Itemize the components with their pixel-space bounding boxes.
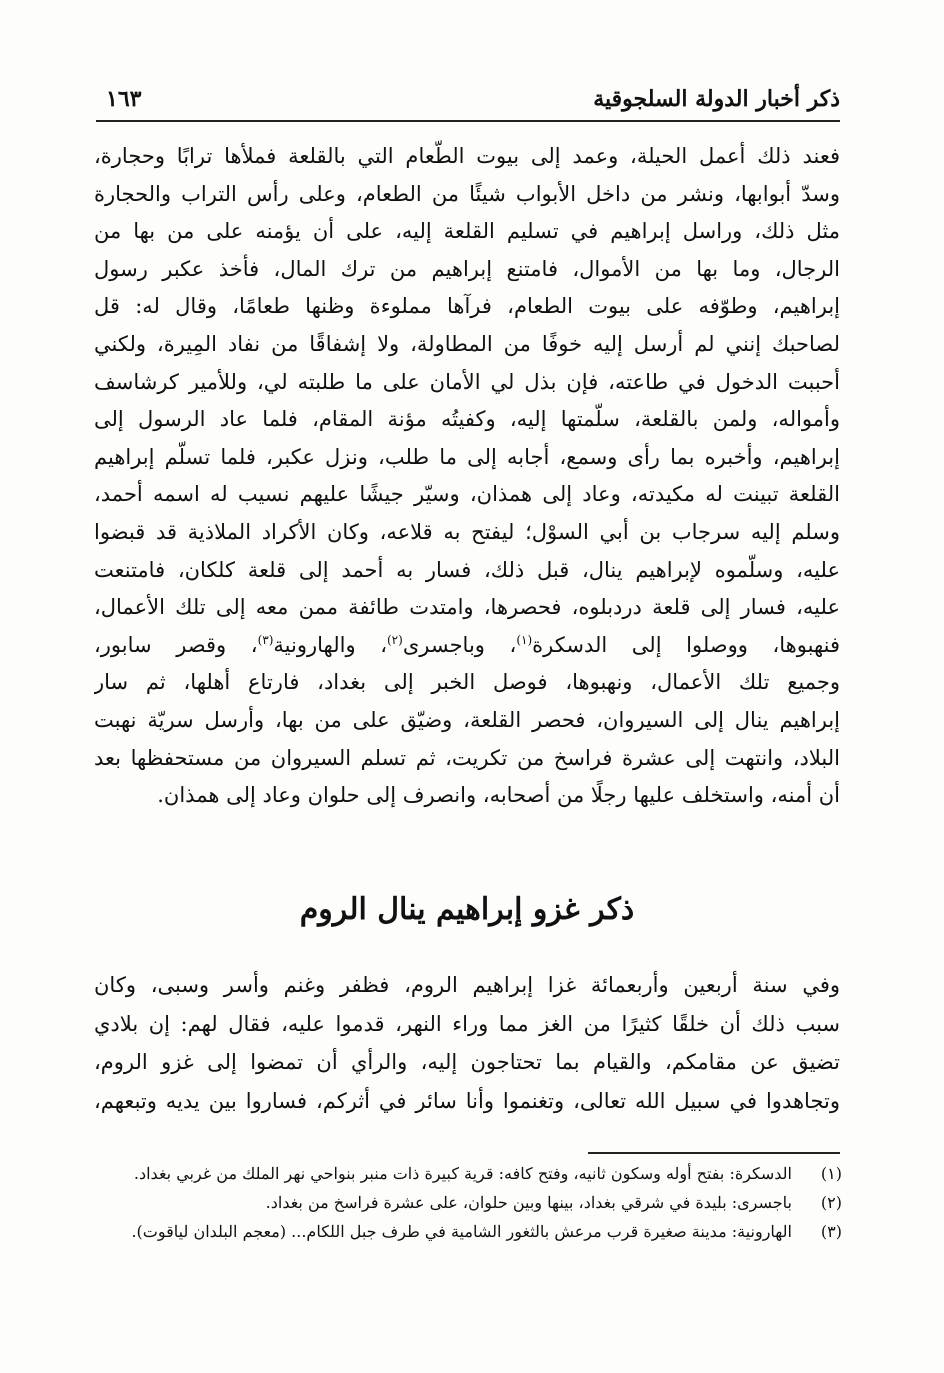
footnote-text: باجسرى: بليدة في شرقي بغداد، بينها وبين حلوان، على عشرة فراسخ من بغداد. [265,1193,792,1212]
text-line: إبراهيم، وأخبره بما رأى وسمع، أجابه إلى ما طلب، ونزل عكبر، فلما تسلّم إبراهيم [94,444,840,469]
text-line: مثل ذلك، وراسل إبراهيم في تسليم القلعة إليه، على أن يؤمنه على من بها من [94,219,840,244]
text-line: أن أمنه، واستخلف عليها رجلًا من أصحابه، وانصرف إلى حلوان وعاد إلى همذان. [157,783,840,808]
text-line: فعند ذلك أعمل الحيلة، وعمد إلى بيوت الطّعام التي بالقلعة فملأها ترابًا وحجارة، [94,144,840,168]
text-line: وتجاهدوا في سبيل الله تعالى، وتغنموا وأنا سائر في أثركم، فساروا بين يديه وتبعهم، [94,1088,840,1113]
main-text [94,138,840,815]
footnote-number: (٣) [820,1222,842,1241]
section-title: ذكر غزو إبراهيم ينال الروم [299,892,635,927]
section-text [94,966,840,1120]
footnote-text: الهارونية: مدينة صغيرة قرب مرعش بالثغور الشامية في طرف جبل اللكام... (معجم البلدان لياقوت). [131,1222,792,1241]
line-part: ، وباجسرى [402,632,517,657]
text-line: وسلم إليه سرجاب بن أبي السوْل؛ ليفتح به قلاعه، وكان الأكراد الملاذية قد قبضوا [94,519,840,544]
text-line: وفي سنة أربعين وأربعمائة غزا إبراهيم الروم، فظفر وغنم وأسر وسبى، وكان [94,973,840,997]
text-line: تضيق عن مقامكم، والقيام بما تحتاجون إليه، والرأي أن تمضوا إلى غزو الروم، [94,1050,840,1074]
page-number: ١٦٣ [106,86,142,112]
line-part: ، والهارونية [273,632,387,657]
page-header [96,84,840,122]
footnote [100,1218,842,1245]
text-line: القلعة تبينت له مكيدته، وعاد إلى همذان، وسيّر جيشًا عليهم نسيب له اسمه أحمد، [94,482,840,507]
running-title: ذكر أخبار الدولة السلجوقية [593,86,840,112]
text-line: سبب ذلك أن خلقًا كثيرًا من الغز مما وراء النهر، قدموا عليه، فقال لهم: إن بلادي [94,1011,840,1036]
text-line: وسدّ أبوابها، ونشر من داخل الأبواب شيئًا من الطعام، وعلى رأس التراب والحجارة [94,181,840,206]
footnote-ref-2: (٢) [386,632,403,647]
footnote-number: (٢) [820,1193,842,1212]
text-line: البلاد، وانتهت إلى عشرة فراسخ من تكريت، ثم تسلم السيروان من مستحفظها بعد [94,745,840,770]
footnote [100,1160,842,1187]
footnotes [100,1160,842,1247]
footnote-ref-3: (٣) [257,632,274,647]
text-line: أحببت الدخول في طاعته، فإن بذل لي الأمان على ما طلبته لي، وللأمير كرشاسف [94,369,840,394]
footnote-number: (١) [820,1164,842,1183]
text-line: عليه، وسلّموه لإبراهيم ينال، قبل ذلك، فسار به أحمد إلى قلعة كلكان، فامتنعت [94,557,840,582]
text-line: الرجال، وما بها من الأموال، فامتنع إبراهيم من ترك المال، فأخذ عكبر رسول [94,256,840,281]
text-line: وجميع تلك الأعمال، ونهبوها، فوصل الخبر إلى بغداد، فارتاع أهلها، ثم سار [94,670,840,695]
line-part: فنهبوها، ووصلوا إلى الدسكرة [532,632,840,657]
text-line: عليه، فسار إلى قلعة دردبلوه، فحصرها، وامتدت طائفة ممن معه إلى تلك الأعمال، [94,595,840,620]
text-line: لصاحبك إنني لم أرسل إليه خوفًا من المطاولة، ولا إشفاقًا من نفاد المِيرة، ولكني [94,331,840,356]
line-part: ، وقصر سابور، [94,632,258,657]
text-line: وأمواله، ولمن بالقلعة، سلّمتها إليه، وكفيتُه مؤنة المقام، فلما عاد الرسول إلى [94,407,840,432]
text-line-with-footnote-refs [94,627,840,665]
text-line: إبراهيم، وطوّفه على بيوت الطعام، فرآها مملوءة وظنها طعامًا، وقال له: قل [94,294,840,319]
footnote [100,1189,842,1216]
footnote-text: الدسكرة: بفتح أوله وسكون ثانيه، وفتح كافه: قرية كبيرة ذات منبر بنواحي نهر الملك من غربي بغداد. [133,1164,792,1183]
footnote-ref-1: (١) [516,632,533,647]
footnote-divider [588,1152,840,1154]
text-line: إبراهيم ينال إلى السيروان، فحصر القلعة، وضيّق على من بها، وأرسل سريّة نهبت [94,707,840,732]
